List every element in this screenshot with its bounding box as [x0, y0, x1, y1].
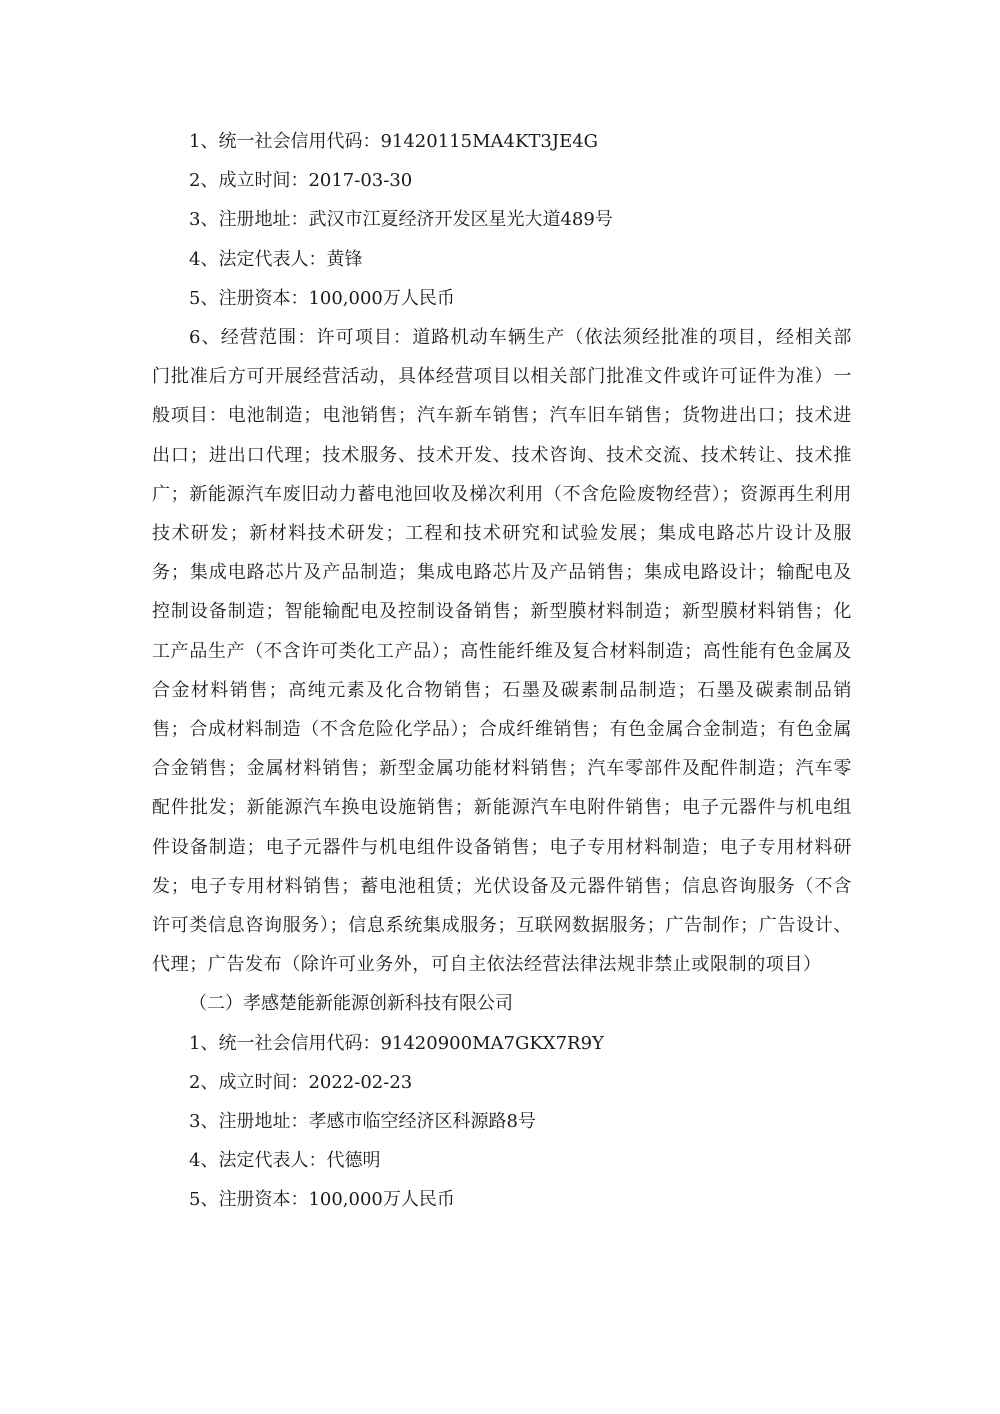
- company2-credit-code: 1、统一社会信用代码：91420900MA7GKX7R9Y: [189, 1032, 604, 1054]
- company2-legal-rep: 4、法定代表人：代德明: [189, 1150, 381, 1172]
- section2-heading: （二）孝感楚能新能源创新科技有限公司: [189, 993, 513, 1015]
- company1-address: 3、注册地址：武汉市江夏经济开发区星光大道489号: [189, 209, 613, 231]
- company2-established: 2、成立时间：2022-02-23: [189, 1071, 413, 1093]
- company1-capital: 5、注册资本：100,000万人民币: [189, 287, 455, 309]
- company1-legal-rep: 4、法定代表人：黄锋: [189, 248, 363, 270]
- company1-established: 2、成立时间：2017-03-30: [189, 170, 413, 192]
- company2-capital: 5、注册资本：100,000万人民币: [189, 1189, 455, 1211]
- company1-credit-code: 1、统一社会信用代码：91420115MA4KT3JE4G: [189, 131, 599, 152]
- company1-business-scope: 6、经营范围：许可项目：道路机动车辆生产（依法须经批准的项目，经相关部门批准后方可开展经营活动，具体经营项目以相关部门批准文件或许可证件为准）一般项目：电池制造；电池销售；汽车新车销售；汽车旧车销售；货物进出口；技术进出口；进出口代理；技术服务、技术开发、技术咨询、技术交流、技术转让、技术推广；新能源汽车废旧动力蓄电池回收及梯次利用（不含危险废物经营）；资源再生利用技术研发；新材料技术研发；工程和技术研究和试验发展；集成电路芯片设计及服务；集成电路芯片及产品制造；集成电路芯片及产品销售；集成电路设计；输配电及控制设备制造；智能输配电及控制设备销售；新型膜材料制造；新型膜材料销售；化工产品生产（不含许可类化工产品）；高性能纤维及复合材料制造；高性能有色金属及合金材料销售；高纯元素及化合物销售；石墨及碳素制品制造；石墨及碳素制品销售；合成材料制造（不含危险化学品）；合成纤维销售；有色金属合金制造；有色金属合金销售；金属材料销售；新型金属功能材料销售；汽车零部件及配件制造；汽车零配件批发；新能源汽车换电设施销售；新能源汽车电附件销售；电子元器件与机电组件设备制造；电子元器件与机电组件设备销售；电子专用材料制造；电子专用材料研发；电子专用材料销售；蓄电池租赁；光伏设备及元器件销售；信息咨询服务（不含许可类信息咨询服务）；信息系统集成服务；互联网数据服务；广告制作；广告设计、代理；广告发布（除许可业务外，可自主依法经营法律法规非禁止或限制的项目）: [152, 327, 852, 976]
- document-body: [152, 122, 852, 1220]
- company2-address: 3、注册地址：孝感市临空经济区科源路8号: [189, 1111, 536, 1133]
